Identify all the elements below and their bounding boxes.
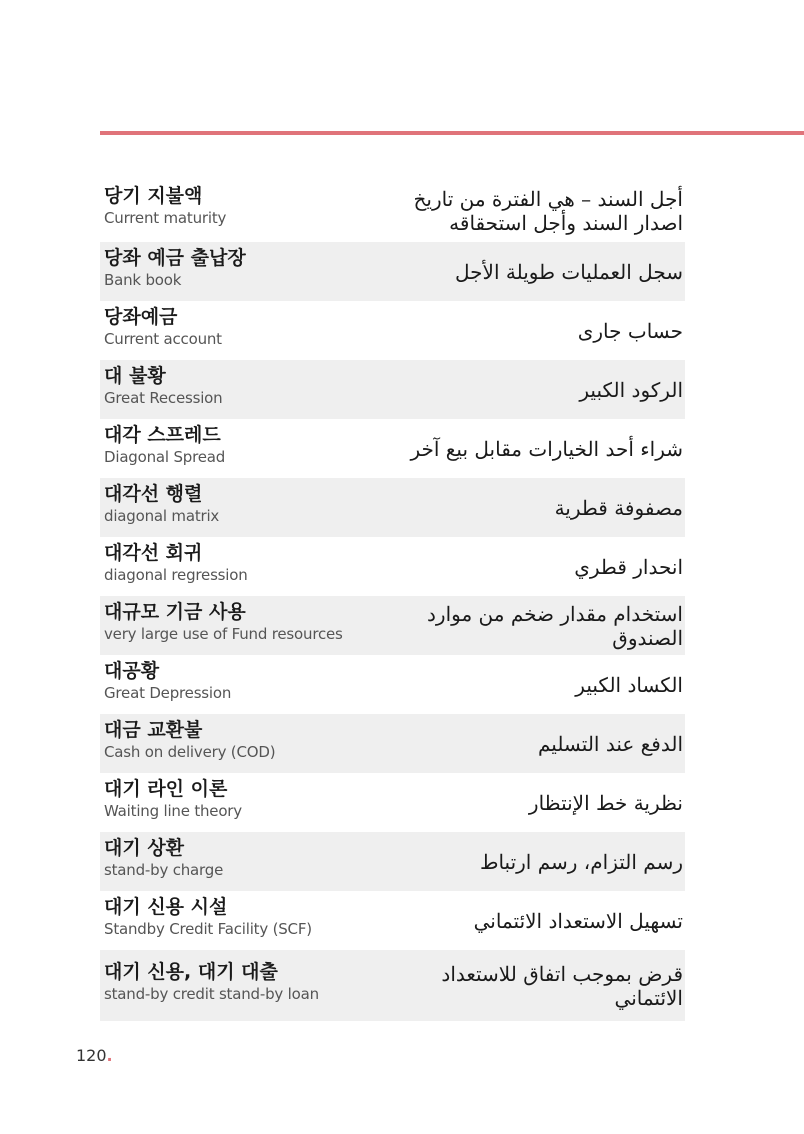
arabic-definition: مصفوفة قطرية — [554, 495, 683, 520]
glossary-row — [100, 537, 685, 596]
glossary-row — [100, 180, 685, 242]
page-number — [76, 1046, 113, 1065]
korean-term: 당기 지불액 — [104, 185, 203, 207]
arabic-definition: انحدار قطري — [574, 554, 683, 579]
glossary-row — [100, 773, 685, 832]
korean-term: 대기 상환 — [104, 837, 185, 859]
english-term: stand-by credit stand-by loan — [104, 985, 319, 1003]
korean-term: 대기 신용, 대기 대출 — [104, 961, 278, 983]
page-number-value: 120 — [76, 1046, 107, 1065]
korean-term: 당좌 예금 출납장 — [104, 247, 246, 269]
term-cell — [100, 714, 275, 773]
term-cell — [100, 242, 246, 301]
korean-term: 대각선 회귀 — [104, 542, 203, 564]
arabic-definition: الكساد الكبير — [575, 672, 683, 697]
glossary-row — [100, 478, 685, 537]
term-cell — [100, 773, 242, 832]
korean-term: 대 불황 — [104, 365, 166, 387]
arabic-definition: سجل العمليات طويلة الأجل — [455, 259, 683, 284]
korean-term: 대기 신용 시설 — [104, 896, 228, 918]
arabic-definition: حساب جارى — [577, 318, 683, 343]
glossary-row — [100, 950, 685, 1021]
arabic-definition: نظرية خط الإنتظار — [528, 790, 683, 815]
english-term: Current maturity — [104, 209, 227, 227]
term-cell — [100, 832, 223, 891]
term-cell — [100, 596, 343, 655]
arabic-definition: الركود الكبير — [579, 377, 683, 402]
english-term: Bank book — [104, 271, 182, 289]
english-term: diagonal regression — [104, 566, 248, 584]
english-term: stand-by charge — [104, 861, 224, 879]
korean-term: 대각 스프레드 — [104, 424, 221, 446]
english-term: Diagonal Spread — [104, 448, 226, 466]
glossary-row — [100, 360, 685, 419]
arabic-definition: تسهيل الاستعداد الائتماني — [473, 908, 683, 933]
korean-term: 대기 라인 이론 — [104, 778, 228, 800]
korean-term: 대금 교환불 — [104, 719, 203, 741]
arabic-definition: قرض بموجب اتفاق للاستعداد الائتماني — [441, 961, 683, 1010]
glossary-row — [100, 891, 685, 950]
term-cell — [100, 655, 231, 714]
term-cell — [100, 950, 319, 1021]
arabic-definition: شراء أحد الخيارات مقابل بيع آخر — [410, 436, 683, 461]
glossary-row — [100, 832, 685, 891]
korean-term: 대공황 — [104, 660, 160, 682]
english-term: Waiting line theory — [104, 802, 242, 820]
arabic-definition: استخدام مقدار ضخم من موارد الصندوق — [427, 601, 683, 650]
term-cell — [100, 478, 219, 537]
arabic-definition: الدفع عند التسليم — [537, 731, 683, 756]
glossary-row — [100, 655, 685, 714]
term-cell — [100, 301, 222, 360]
arabic-definition: أجل السند – هي الفترة من تاريخ اصدار السند وأجل استحقاقه — [413, 187, 683, 235]
english-term: Great Recession — [104, 389, 223, 407]
glossary-row — [100, 242, 685, 301]
term-cell — [100, 419, 225, 478]
english-term: Great Depression — [104, 684, 232, 702]
english-term: diagonal matrix — [104, 507, 220, 525]
english-term: Cash on delivery (COD) — [104, 743, 276, 761]
english-term: very large use of Fund resources — [104, 625, 343, 643]
english-term: Current account — [104, 330, 222, 348]
term-cell — [100, 537, 248, 596]
glossary-table — [100, 180, 685, 1021]
term-cell — [100, 891, 312, 950]
korean-term: 당좌예금 — [104, 306, 178, 328]
glossary-row — [100, 714, 685, 773]
term-cell — [100, 360, 222, 419]
glossary-row — [100, 596, 685, 655]
glossary-row — [100, 301, 685, 360]
term-cell — [100, 180, 226, 242]
english-term: Standby Credit Facility (SCF) — [104, 920, 312, 938]
glossary-row — [100, 419, 685, 478]
korean-term: 대규모 기금 사용 — [104, 601, 246, 623]
korean-term: 대각선 행렬 — [104, 483, 203, 505]
top-accent-rule — [100, 131, 804, 135]
arabic-definition: رسم التزام، رسم ارتباط — [479, 849, 683, 874]
page-number-dot: . — [106, 1046, 113, 1065]
